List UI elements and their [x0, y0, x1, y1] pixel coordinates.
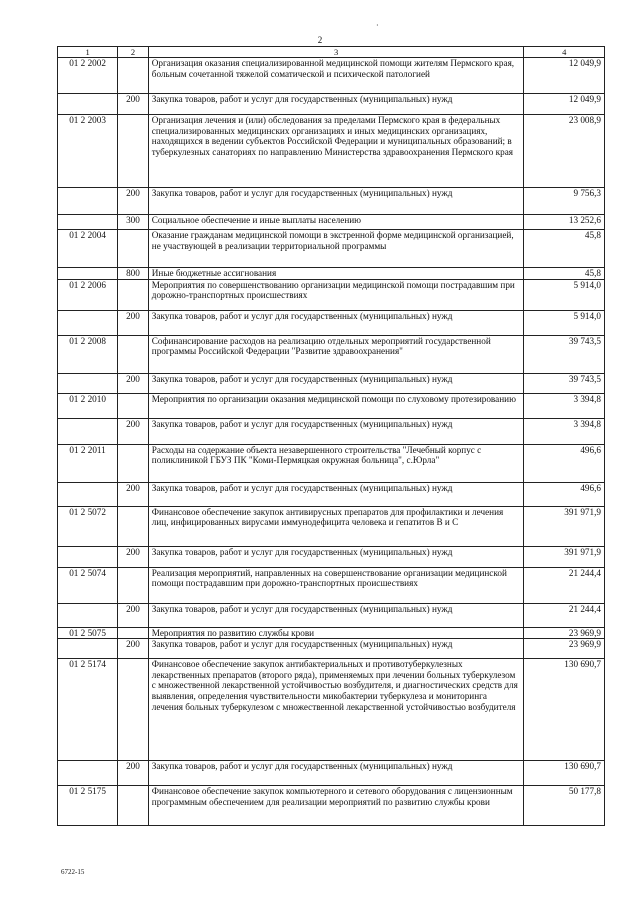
target-code-cell [58, 188, 118, 215]
expense-type-cell [118, 627, 149, 639]
description-cell: Мероприятия по совершенствованию организации медицинской помощи пострадавшим при дорожно-транспортных происшествиях [148, 279, 524, 310]
table-row [58, 639, 605, 659]
description-cell: Реализация мероприятий, направленных на совершенствование организации медицинской помощи пострадавшим при дорожно-транспортных происшествиях [148, 567, 524, 603]
amount-cell: 9 756,3 [524, 188, 605, 215]
amount-cell: 21 244,4 [524, 567, 605, 603]
target-code-cell [58, 639, 118, 659]
description-cell: Закупка товаров, работ и услуг для государственных (муниципальных) нужд [148, 418, 524, 444]
amount-cell: 496,6 [524, 444, 605, 482]
expense-type-cell [118, 659, 149, 761]
expense-type-cell [118, 567, 149, 603]
table-row [58, 230, 605, 268]
description-cell: Закупка товаров, работ и услуг для государственных (муниципальных) нужд [148, 639, 524, 659]
description-cell: Иные бюджетные ассигнования [148, 268, 524, 280]
expense-type-cell: 200 [118, 761, 149, 786]
amount-cell: 3 394,8 [524, 393, 605, 418]
amount-cell: 391 971,9 [524, 506, 605, 546]
target-code-cell [58, 546, 118, 567]
scan-speck: · [376, 21, 379, 30]
table-row [58, 506, 605, 546]
amount-cell: 39 743,5 [524, 335, 605, 373]
amount-cell: 3 394,8 [524, 418, 605, 444]
amount-cell: 12 049,9 [524, 94, 605, 115]
description-cell: Организация оказания специализированной медицинской помощи жителям Пермского края, больным сочетанной тяжелой соматической и психической патологией [148, 58, 524, 94]
expense-type-cell [118, 393, 149, 418]
target-code-cell: 01 2 5175 [58, 786, 118, 826]
amount-cell: 39 743,5 [524, 373, 605, 393]
description-cell: Финансовое обеспечение закупок антибактериальных и противотуберкулезных лекарственных препаратов (второго ряда), применяемых при лечении больных туберкулезом с множественной лекарственной устойчивостью возбудителя, и диагностических средств для выявления, определения чувствительности микобактерии туберкулеза и мониторинга лечения больных туберкулезом с множественной лекарственной устойчивостью возбудителя [148, 659, 524, 761]
expense-type-cell [118, 58, 149, 94]
table-row [58, 94, 605, 115]
description-cell: Финансовое обеспечение закупок компьютерного и сетевого оборудования с лицензионным программным обеспечением для реализации мероприятий по развитию службы крови [148, 786, 524, 826]
target-code-cell: 01 2 2003 [58, 115, 118, 188]
target-code-cell: 01 2 2008 [58, 335, 118, 373]
amount-cell: 23 008,9 [524, 115, 605, 188]
document-code-footer: 6722-15 [61, 868, 85, 876]
description-cell: Закупка товаров, работ и услуг для государственных (муниципальных) нужд [148, 188, 524, 215]
amount-cell: 130 690,7 [524, 659, 605, 761]
expense-type-cell: 200 [118, 418, 149, 444]
target-code-cell: 01 2 5074 [58, 567, 118, 603]
target-code-cell: 01 2 2011 [58, 444, 118, 482]
expense-type-cell: 200 [118, 310, 149, 335]
table-row [58, 482, 605, 506]
expense-type-cell [118, 786, 149, 826]
target-code-cell [58, 482, 118, 506]
target-code-cell: 01 2 5075 [58, 627, 118, 639]
budget-table [57, 46, 605, 826]
target-code-cell [58, 268, 118, 280]
target-code-cell [58, 94, 118, 115]
table-row [58, 761, 605, 786]
expense-type-cell: 300 [118, 215, 149, 230]
target-code-cell [58, 418, 118, 444]
amount-cell: 12 049,9 [524, 58, 605, 94]
description-cell: Мероприятия по организации оказания медицинской помощи по слуховому протезированию [148, 393, 524, 418]
target-code-cell: 01 2 2010 [58, 393, 118, 418]
description-cell: Закупка товаров, работ и услуг для государственных (муниципальных) нужд [148, 546, 524, 567]
target-code-cell [58, 215, 118, 230]
description-cell: Софинансирование расходов на реализацию отдельных мероприятий государственной программы Российской Федерации "Развитие здравоохранения" [148, 335, 524, 373]
table-row [58, 393, 605, 418]
amount-cell: 496,6 [524, 482, 605, 506]
expense-type-cell [118, 335, 149, 373]
description-cell: Организация лечения и (или) обследования за пределами Пермского края в федеральных специализированных медицинских организациях и иных медицинских организациях, находящихся в ведении субъектов Российской Федерации и муниципальных образований; в туберкулезных санаториях по направлению Министерства здравоохранения Пермского края [148, 115, 524, 188]
amount-cell: 130 690,7 [524, 761, 605, 786]
target-code-cell [58, 373, 118, 393]
table-row [58, 279, 605, 310]
description-cell: Закупка товаров, работ и услуг для государственных (муниципальных) нужд [148, 310, 524, 335]
target-code-cell: 01 2 5174 [58, 659, 118, 761]
table-row [58, 188, 605, 215]
column-number-3: 3 [148, 47, 524, 58]
amount-cell: 45,8 [524, 230, 605, 268]
column-number-2: 2 [118, 47, 149, 58]
expense-type-cell: 200 [118, 639, 149, 659]
amount-cell: 21 244,4 [524, 603, 605, 627]
amount-cell: 23 969,9 [524, 639, 605, 659]
target-code-cell: 01 2 5072 [58, 506, 118, 546]
description-cell: Закупка товаров, работ и услуг для государственных (муниципальных) нужд [148, 373, 524, 393]
amount-cell: 5 914,0 [524, 279, 605, 310]
target-code-cell: 01 2 2006 [58, 279, 118, 310]
description-cell: Закупка товаров, работ и услуг для государственных (муниципальных) нужд [148, 603, 524, 627]
page-number: 2 [317, 35, 323, 45]
description-cell: Социальное обеспечение и иные выплаты населению [148, 215, 524, 230]
target-code-cell [58, 603, 118, 627]
amount-cell: 50 177,8 [524, 786, 605, 826]
table-row [58, 335, 605, 373]
table-row [58, 546, 605, 567]
amount-cell: 23 969,9 [524, 627, 605, 639]
table-row [58, 603, 605, 627]
expense-type-cell: 200 [118, 482, 149, 506]
target-code-cell [58, 761, 118, 786]
table-row [58, 373, 605, 393]
amount-cell: 391 971,9 [524, 546, 605, 567]
expense-type-cell: 200 [118, 373, 149, 393]
table-row [58, 627, 605, 639]
target-code-cell: 01 2 2002 [58, 58, 118, 94]
column-number-4: 4 [524, 47, 605, 58]
expense-type-cell: 200 [118, 188, 149, 215]
table-row [58, 786, 605, 826]
expense-type-cell: 800 [118, 268, 149, 280]
expense-type-cell [118, 279, 149, 310]
table-row [58, 310, 605, 335]
expense-type-cell [118, 115, 149, 188]
table-row [58, 115, 605, 188]
amount-cell: 13 252,6 [524, 215, 605, 230]
table-row [58, 659, 605, 761]
column-number-1: 1 [58, 47, 118, 58]
description-cell: Закупка товаров, работ и услуг для государственных (муниципальных) нужд [148, 761, 524, 786]
expense-type-cell: 200 [118, 546, 149, 567]
column-number-row [58, 47, 605, 58]
target-code-cell [58, 310, 118, 335]
table-row [58, 58, 605, 94]
table-row [58, 567, 605, 603]
amount-cell: 5 914,0 [524, 310, 605, 335]
description-cell: Расходы на содержание объекта незавершенного строительства "Лечебный корпус с поликлиникой ГБУЗ ПК "Коми-Пермяцкая окружная больница", с.Юрла" [148, 444, 524, 482]
table-row [58, 418, 605, 444]
expense-type-cell: 200 [118, 94, 149, 115]
expense-type-cell [118, 230, 149, 268]
amount-cell: 45,8 [524, 268, 605, 280]
expense-type-cell [118, 444, 149, 482]
target-code-cell: 01 2 2004 [58, 230, 118, 268]
budget-table-container [57, 46, 605, 826]
table-row [58, 215, 605, 230]
description-cell: Мероприятия по развитию службы крови [148, 627, 524, 639]
expense-type-cell [118, 506, 149, 546]
expense-type-cell: 200 [118, 603, 149, 627]
description-cell: Оказание гражданам медицинской помощи в экстренной форме медицинской организацией, не участвующей в реализации территориальной программы [148, 230, 524, 268]
description-cell: Закупка товаров, работ и услуг для государственных (муниципальных) нужд [148, 94, 524, 115]
table-row [58, 268, 605, 280]
description-cell: Финансовое обеспечение закупок антивирусных препаратов для профилактики и лечения лиц, инфицированных вирусами иммунодефицита человека и гепатитов В и С [148, 506, 524, 546]
table-row [58, 444, 605, 482]
description-cell: Закупка товаров, работ и услуг для государственных (муниципальных) нужд [148, 482, 524, 506]
